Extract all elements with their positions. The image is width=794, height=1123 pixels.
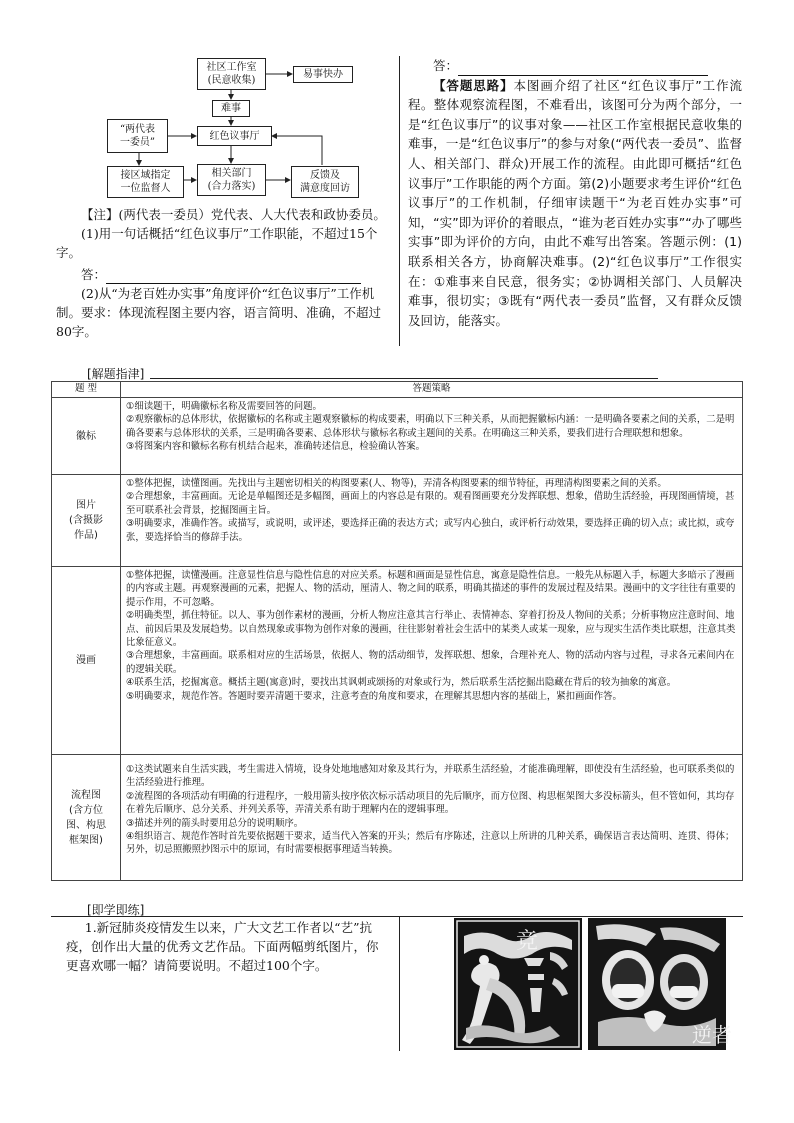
strategy-item: ①这类试题来自生活实践，考生需进入情境，设身处地地感知对象及其行为，并联系生活经验，才能准确理解，即使没有生活经验，也可联系类似的生活经验进行推理。 [126,764,735,789]
strategy-item: ②观察徽标的总体形状，依据徽标的名称或主题观察徽标的构成要素，明确以下三种关系，从而把握徽标内涵：一是明确各要素之间的关系，二是明确各要素与总体形状的关系，三是明确各要素、总体形状与徽标名称或主题间的关系。在明确这三种关系，要我们进行合理联想和想象。 [126,414,735,439]
strategy-item: ①整体把握，读懂图画。先找出与主题密切相关的构图要素(人、物等)，弄清各构图要素的细节特征，再理清构图要素之间的关系。 [126,478,667,489]
node-two-reps-one-member: “两代表 一委员” [107,119,168,153]
row-strategy-cartoon [121,567,743,755]
strategy-item: ②合理想象，丰富画面。无论是单幅图还是多幅图，画面上的内容总是有限的。观看图画要充分发挥联想、想象，借助生活经验，再现图画情境，甚至可联系社会背景，挖掘图画主旨。 [126,491,735,516]
right-answer-block [408,56,742,330]
row-type-emblem: 徽标 [52,398,121,475]
row-strategy-picture [121,475,743,567]
header-strategy: 答题策略 [121,382,743,398]
row-type-flowchart: 流程图 (含方位 图、构思 框架图) [52,755,121,881]
header-type: 题 型 [52,382,121,398]
node-easy-matters: 易事快办 [293,66,353,83]
answer-line-1 [56,265,390,284]
question-2: (2)从“为老百姓办实事”角度评价“红色议事厅”工作机制。要求：体现流程图主要内容，语言简明、准确，不超过80字。 [56,286,382,339]
thinking-body: 本图画介绍了社区“红色议事厅”工作流程。整体观察流程图，不难看出，该图可分为两个部分，一是“红色议事厅”的议事对象——社区工作室根据民意收集的难事，一是“红色议事厅”的参与对象(“两代表一委员”、监督人、相关部门、群众)开展工作的流程。由此即可概括“红色议事厅”工作职能的两个方面。第(2)小题要求考生评价“红色议事厅”的工作机制，仔细审读题干“为老百姓办实事”可知，“实”即为评价的着眼点，“谁为老百姓办实事”“办了哪些实事”即为评价的方向，由此不难写出答案。答题示例：(1)联系相关各方，协商解决难事。(2)“红色议事厅”工作很实在：①难事来自民意，很务实；②协调相关部门、人员解决难事，很切实；③既有“两代表一委员”监督，又有群众反馈及回访，能落实。 [408,77,742,328]
answer-underline-2[interactable] [458,61,708,76]
note-text: 【注】(两代表一委员）党代表、人大代表和政协委员。 [81,207,386,222]
guide-label: [解题指津] [87,367,145,381]
papercut-art-1 [454,918,582,1050]
answer-label: 答： [81,267,107,282]
row-strategy-flowchart [121,755,743,881]
node-hard-matters: 难事 [212,100,250,117]
practice-question: 1.新冠肺炎疫情发生以来，广大文艺工作者以“艺”抗疫，创作出大量的优秀文艺作品。下面两幅剪纸图片，你更喜欢哪一幅？请简要说明。不超过100个字。 [66,920,379,973]
table-row [52,567,743,755]
node-red-hall: 红色议事厅 [197,126,272,146]
practice-label: [即学即练] [87,903,145,917]
node-related-departments: 相关部门 (合力落实) [197,164,266,196]
strategy-item: ④组织语言、规范作答时首先要依据题干要求，适当代入答案的开头；然后有序陈述，注意以上所讲的几种关系，确保语言表达简明、连贯、得体；另外，切忌照搬照抄图示中的原词，有时需要根据事理适当转换。 [126,831,735,856]
strategy-item: ①整体把握，读懂漫画。注意显性信息与隐性信息的对应关系。标题和画面是显性信息，寓意是隐性信息。一般先从标题入手，标题大多暗示了漫画的内容或主题。再观察漫画的元素，把握人、物的活动，厘清人、物之间的联系，明确其描述的事件的发展过程及结果。漫画中的文字往往有重要的提示作用，不可忽略。 [126,570,736,608]
strategy-item: ③将图案内容和徽标名称有机结合起来，准确转述信息，检验确认答案。 [126,441,426,453]
strategy-item: ③明确要求，准确作答。或描写，或说明，或评述，要选择正确的表达方式；或写内心独白，或评析行动效果，要选择正确的切入点；或比拟，或夸张，要选择恰当的修辞手法。 [126,518,735,543]
papercut-1-caption: 竞 [516,929,539,954]
row-type-picture: 图片 (含摄影 作品) [52,475,121,567]
answer-underline[interactable] [106,269,361,284]
papercut-2-caption: 逆者 [692,1023,732,1047]
answer-line-2 [408,56,742,76]
strategy-item: ②流程图的各项活动有明确的行进程序，一般用箭头按序依次标示活动项目的先后顺序，而方位图、构思框架图大多没标箭头，但不管如何，其均存在着先后顺序、总分关系、并列关系等，弄清关系有助于理解内在的逻辑事理。 [126,790,735,816]
node-feedback-visit: 反馈及 满意度回访 [291,166,359,198]
row-type-cartoon: 漫画 [52,567,121,755]
column-divider [399,56,400,346]
thinking-tag: 【答题思路】 [433,77,514,93]
table-row [52,755,743,881]
papercut-art-2 [588,918,732,1050]
strategy-item: ②明确类型，抓住特征。以人、事为创作素材的漫画，分析人物应注意其言行举止、表情神态、穿着打扮及人物间的关系；分析事物应注意时间、地点、前因后果及发展趋势。以自然现象或事物为创作对象的漫画，往往影射着社会生活中的某类人或某一现象，应与现实生活作类比联想，注意其类比象征意义。 [126,610,736,649]
strategy-item: ③描述并列的箭头时要用总分的说明顺序。 [126,817,304,829]
papercut-image-1 [454,918,582,1050]
answer-label-2: 答： [433,58,459,73]
row-strategy-emblem [121,398,743,475]
left-question-block [56,205,390,341]
papercut-image-2 [588,918,732,1050]
node-community-office: 社区工作室 (民意收集) [197,58,266,90]
question-1: (1)用一句话概括“红色议事厅”工作职能，不超过15个字。 [56,226,378,260]
table-row [52,475,743,567]
practice-divider [399,916,400,1051]
strategy-item: ③合理想象，丰富画面。联系相对应的生活场景，依据人、物的活动细节，发挥联想、想象，合理补充人、物的活动内容与过程，寻求各元素间内在的逻辑关联。 [126,650,735,675]
strategy-item: ⑤明确要求，规范作答。答题时要弄清题干要求，注意考查的角度和要求，在理解其思想内容的基础上，紧扣画面作答。 [126,690,622,702]
strategy-item: ①细读题干，明确徽标名称及需要回答的问题。 [126,401,322,412]
table-row [52,398,743,475]
thinking-paragraph [408,76,742,331]
guide-label-underline [150,378,658,379]
strategy-item: ④联系生活，挖掘寓意。概括主题(寓意)时，要找出其讽刺或颂扬的对象或行为，然后联系生活挖掘出隐藏在背后的较为抽象的寓意。 [126,677,677,689]
practice-rule [51,916,743,917]
node-assign-supervisor: 接区域指定 一位监督人 [107,166,184,198]
strategy-table [51,381,743,881]
table-header-row [52,382,743,398]
